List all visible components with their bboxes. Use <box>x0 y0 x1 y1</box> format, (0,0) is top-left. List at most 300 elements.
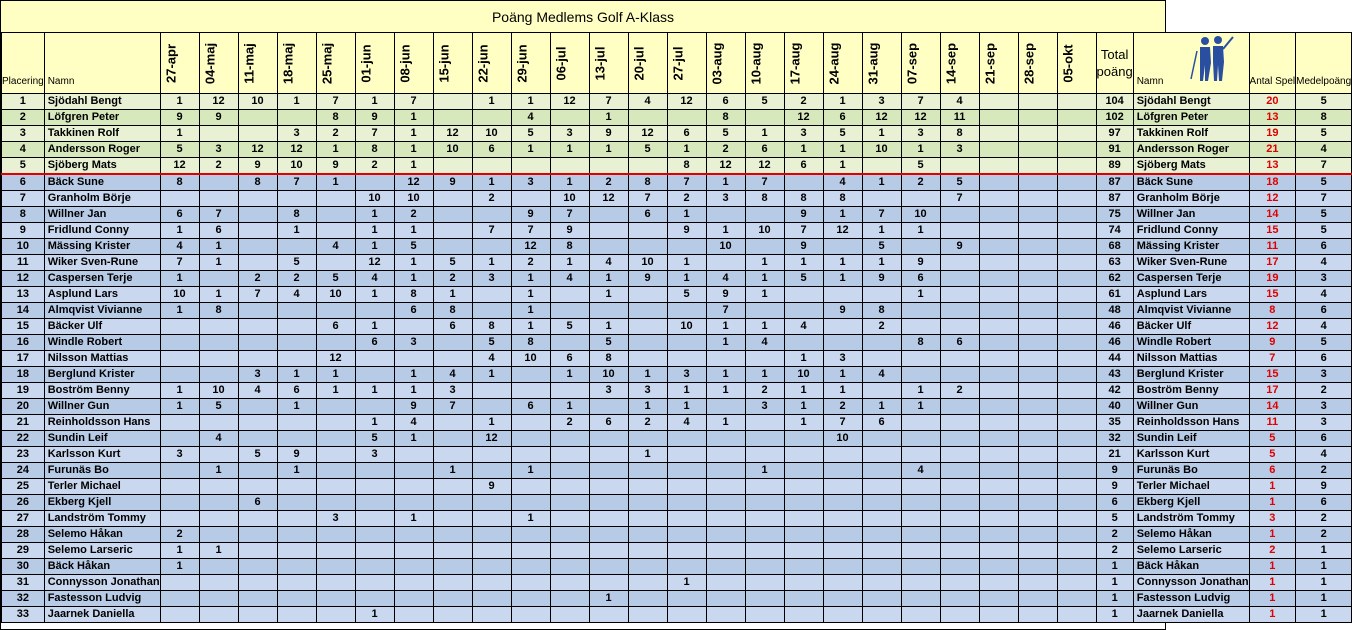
antal-cell: 13 <box>1249 110 1296 126</box>
name-cell-right: Bäck Sune <box>1133 174 1249 191</box>
score-cell: 4 <box>589 255 628 271</box>
score-cell <box>199 511 238 527</box>
namn2-label: Namn <box>1136 76 1164 87</box>
score-cell <box>355 399 394 415</box>
score-cell <box>316 335 355 351</box>
score-cell: 1 <box>160 223 199 239</box>
score-cell: 10 <box>667 319 706 335</box>
score-cell: 1 <box>394 367 433 383</box>
score-cell <box>589 239 628 255</box>
score-cell: 6 <box>472 142 511 158</box>
score-cell <box>550 335 589 351</box>
score-cell <box>511 607 550 623</box>
score-cell <box>511 431 550 447</box>
score-cell: 1 <box>589 319 628 335</box>
score-cell: 1 <box>862 174 901 191</box>
score-cell: 1 <box>667 142 706 158</box>
score-cell: 1 <box>511 303 550 319</box>
score-cell: 1 <box>355 94 394 110</box>
score-cell: 7 <box>628 191 667 207</box>
name-cell: Mässing Krister <box>44 239 160 255</box>
score-cell: 9 <box>667 223 706 239</box>
total-cell: 87 <box>1096 174 1133 191</box>
placering-cell: 18 <box>2 367 45 383</box>
score-cell <box>862 559 901 575</box>
score-cell <box>1018 126 1057 142</box>
score-cell <box>316 415 355 431</box>
score-cell: 7 <box>238 287 277 303</box>
medel-cell: 2 <box>1296 463 1352 479</box>
score-cell <box>355 575 394 591</box>
score-cell: 4 <box>862 367 901 383</box>
score-cell <box>784 303 823 319</box>
score-cell <box>199 591 238 607</box>
score-cell: 12 <box>316 351 355 367</box>
score-cell: 8 <box>277 207 316 223</box>
score-cell: 5 <box>199 399 238 415</box>
score-cell <box>706 495 745 511</box>
placering-cell: 32 <box>2 591 45 607</box>
name-cell-right: Reinholdsson Hans <box>1133 415 1249 431</box>
placering-cell: 12 <box>2 271 45 287</box>
score-cell <box>160 479 199 495</box>
score-cell <box>589 447 628 463</box>
score-cell <box>1018 94 1057 110</box>
placering-cell: 28 <box>2 527 45 543</box>
antal-cell: 5 <box>1249 447 1296 463</box>
score-cell <box>1018 239 1057 255</box>
table-row <box>2 94 1352 110</box>
score-cell: 10 <box>199 383 238 399</box>
score-cell: 1 <box>511 94 550 110</box>
score-cell <box>355 527 394 543</box>
antal-cell: 13 <box>1249 158 1296 175</box>
score-cell: 1 <box>823 207 862 223</box>
col-header-date <box>667 33 706 94</box>
score-cell <box>199 559 238 575</box>
antal-cell: 1 <box>1249 495 1296 511</box>
score-cell: 7 <box>511 223 550 239</box>
score-cell: 1 <box>823 367 862 383</box>
score-cell <box>1018 335 1057 351</box>
score-cell <box>472 399 511 415</box>
table-row <box>2 126 1352 142</box>
score-cell: 2 <box>277 271 316 287</box>
score-cell <box>901 495 940 511</box>
score-cell: 2 <box>316 126 355 142</box>
score-cell: 4 <box>238 383 277 399</box>
score-cell <box>550 527 589 543</box>
col-header-medel: Medelpoäng <box>1296 33 1352 94</box>
score-cell <box>1018 174 1057 191</box>
antal-cell: 11 <box>1249 239 1296 255</box>
score-cell <box>160 351 199 367</box>
score-cell <box>589 399 628 415</box>
name-cell-right: Boström Benny <box>1133 383 1249 399</box>
score-cell: 2 <box>472 191 511 207</box>
score-cell <box>862 511 901 527</box>
score-cell <box>238 110 277 126</box>
score-cell <box>784 447 823 463</box>
score-cell <box>628 559 667 575</box>
score-cell <box>901 607 940 623</box>
score-cell <box>628 495 667 511</box>
score-cell: 9 <box>784 207 823 223</box>
score-cell <box>940 511 979 527</box>
score-cell: 1 <box>160 271 199 287</box>
score-cell: 1 <box>823 255 862 271</box>
score-cell: 7 <box>667 174 706 191</box>
score-cell <box>784 591 823 607</box>
score-cell <box>433 543 472 559</box>
score-cell <box>277 415 316 431</box>
score-cell: 10 <box>238 94 277 110</box>
score-cell <box>550 383 589 399</box>
score-cell <box>316 559 355 575</box>
score-cell: 1 <box>745 319 784 335</box>
score-cell <box>940 575 979 591</box>
score-cell <box>433 110 472 126</box>
score-cell <box>199 174 238 191</box>
score-cell <box>511 495 550 511</box>
table-row <box>2 174 1352 191</box>
date-label: 13-jul <box>592 46 608 80</box>
placering-cell: 21 <box>2 415 45 431</box>
score-cell <box>433 158 472 175</box>
score-cell: 4 <box>745 335 784 351</box>
date-label: 14-sep <box>943 42 959 84</box>
score-cell: 2 <box>511 255 550 271</box>
score-cell: 1 <box>355 207 394 223</box>
score-cell: 3 <box>316 511 355 527</box>
score-cell: 1 <box>355 415 394 431</box>
score-cell <box>277 239 316 255</box>
score-cell: 12 <box>199 94 238 110</box>
score-cell <box>199 415 238 431</box>
score-cell <box>628 511 667 527</box>
score-cell: 1 <box>901 383 940 399</box>
score-cell <box>901 303 940 319</box>
score-cell <box>979 511 1018 527</box>
score-cell <box>1057 559 1096 575</box>
score-cell: 4 <box>706 271 745 287</box>
placering-cell: 13 <box>2 287 45 303</box>
score-cell: 1 <box>316 142 355 158</box>
score-cell <box>1018 447 1057 463</box>
score-cell <box>745 447 784 463</box>
score-cell: 12 <box>238 142 277 158</box>
score-cell <box>589 527 628 543</box>
score-cell: 1 <box>394 110 433 126</box>
score-cell <box>628 303 667 319</box>
score-cell <box>316 527 355 543</box>
score-cell <box>1057 495 1096 511</box>
score-cell: 5 <box>706 126 745 142</box>
score-cell <box>472 495 511 511</box>
score-cell <box>511 415 550 431</box>
total-line1: Total <box>1100 47 1129 62</box>
score-cell: 1 <box>160 399 199 415</box>
placering-cell: 26 <box>2 495 45 511</box>
score-cell <box>784 511 823 527</box>
medel-cell: 4 <box>1296 319 1352 335</box>
score-cell <box>979 591 1018 607</box>
table-row <box>2 255 1352 271</box>
score-cell <box>394 527 433 543</box>
score-cell <box>901 239 940 255</box>
col-header-placering: Placering <box>2 33 45 94</box>
score-cell <box>277 607 316 623</box>
date-label: 07-sep <box>904 42 920 84</box>
score-cell <box>940 367 979 383</box>
score-cell <box>355 174 394 191</box>
score-cell: 5 <box>589 335 628 351</box>
score-cell: 12 <box>550 94 589 110</box>
table-row <box>2 303 1352 319</box>
score-cell: 8 <box>394 287 433 303</box>
score-cell <box>277 511 316 527</box>
medel-cell: 5 <box>1296 94 1352 110</box>
name-cell: Caspersen Terje <box>44 271 160 287</box>
score-cell: 10 <box>355 191 394 207</box>
score-cell: 9 <box>550 223 589 239</box>
name-cell: Selemo Larseric <box>44 543 160 559</box>
score-cell: 1 <box>511 463 550 479</box>
score-cell: 6 <box>550 351 589 367</box>
score-cell <box>472 511 511 527</box>
score-cell <box>979 158 1018 175</box>
score-cell <box>550 287 589 303</box>
score-cell <box>979 239 1018 255</box>
score-cell <box>394 607 433 623</box>
score-cell: 1 <box>277 463 316 479</box>
score-cell <box>277 527 316 543</box>
score-cell <box>1018 415 1057 431</box>
score-cell <box>1057 511 1096 527</box>
name-cell-right: Landström Tommy <box>1133 511 1249 527</box>
medel-cell: 7 <box>1296 158 1352 175</box>
score-cell <box>160 591 199 607</box>
table-row <box>2 431 1352 447</box>
score-cell: 10 <box>550 191 589 207</box>
score-cell: 6 <box>394 303 433 319</box>
score-cell <box>589 607 628 623</box>
score-cell: 1 <box>745 271 784 287</box>
score-cell <box>1057 575 1096 591</box>
score-cell: 1 <box>199 287 238 303</box>
score-cell <box>979 351 1018 367</box>
score-cell <box>979 255 1018 271</box>
score-cell: 5 <box>238 447 277 463</box>
score-cell <box>745 303 784 319</box>
score-cell: 1 <box>706 367 745 383</box>
score-cell <box>550 479 589 495</box>
score-cell: 6 <box>667 126 706 142</box>
date-label: 15-jun <box>436 43 452 83</box>
placering-cell: 33 <box>2 607 45 623</box>
total-cell: 74 <box>1096 223 1133 239</box>
date-label: 28-sep <box>1021 42 1037 84</box>
score-cell <box>316 479 355 495</box>
medel-cell: 1 <box>1296 575 1352 591</box>
name-cell: Sjöberg Mats <box>44 158 160 175</box>
score-cell: 1 <box>394 271 433 287</box>
col-header-antal: Antal Spel <box>1249 33 1296 94</box>
score-cell <box>277 543 316 559</box>
placering-cell: 29 <box>2 543 45 559</box>
score-cell <box>706 399 745 415</box>
score-cell <box>1057 351 1096 367</box>
score-cell <box>706 431 745 447</box>
score-cell: 10 <box>589 367 628 383</box>
score-cell: 1 <box>706 335 745 351</box>
score-cell <box>589 431 628 447</box>
score-cell <box>784 543 823 559</box>
score-cell: 7 <box>550 207 589 223</box>
score-cell <box>628 543 667 559</box>
score-cell: 5 <box>667 287 706 303</box>
score-cell <box>589 559 628 575</box>
score-cell: 1 <box>706 383 745 399</box>
antal-cell: 3 <box>1249 511 1296 527</box>
score-cell: 3 <box>628 383 667 399</box>
score-cell: 5 <box>433 255 472 271</box>
score-cell <box>745 527 784 543</box>
score-cell <box>394 479 433 495</box>
name-cell: Berglund Krister <box>44 367 160 383</box>
name-cell: Landström Tommy <box>44 511 160 527</box>
score-cell: 1 <box>511 142 550 158</box>
score-cell <box>979 479 1018 495</box>
score-cell <box>238 415 277 431</box>
score-cell: 1 <box>160 543 199 559</box>
score-cell <box>550 158 589 175</box>
placering-cell: 7 <box>2 191 45 207</box>
score-cell: 9 <box>901 255 940 271</box>
name-cell: Jaarnek Daniella <box>44 607 160 623</box>
col-header-date <box>316 33 355 94</box>
col-header-total <box>1096 33 1133 94</box>
score-cell: 1 <box>823 383 862 399</box>
total-cell: 35 <box>1096 415 1133 431</box>
score-cell <box>589 207 628 223</box>
score-cell: 1 <box>901 223 940 239</box>
score-cell <box>199 575 238 591</box>
score-cell <box>628 319 667 335</box>
placering-cell: 8 <box>2 207 45 223</box>
score-cell <box>550 511 589 527</box>
score-cell: 8 <box>472 319 511 335</box>
antal-cell: 1 <box>1249 591 1296 607</box>
score-cell <box>433 191 472 207</box>
antal-cell: 17 <box>1249 383 1296 399</box>
score-cell <box>238 511 277 527</box>
score-cell <box>472 543 511 559</box>
score-cell <box>901 447 940 463</box>
total-cell: 61 <box>1096 287 1133 303</box>
placering-cell: 30 <box>2 559 45 575</box>
score-cell <box>277 335 316 351</box>
name-cell-right: Almqvist Vivianne <box>1133 303 1249 319</box>
total-cell: 5 <box>1096 511 1133 527</box>
score-cell <box>1057 431 1096 447</box>
score-cell <box>784 287 823 303</box>
score-cell <box>862 335 901 351</box>
score-cell <box>1057 207 1096 223</box>
score-cell <box>238 239 277 255</box>
score-cell <box>316 495 355 511</box>
medel-cell: 3 <box>1296 271 1352 287</box>
score-cell: 6 <box>277 383 316 399</box>
score-cell <box>862 591 901 607</box>
score-cell <box>667 479 706 495</box>
score-cell <box>472 591 511 607</box>
score-cell <box>433 495 472 511</box>
score-cell: 2 <box>589 174 628 191</box>
score-cell <box>472 575 511 591</box>
score-cell: 2 <box>745 383 784 399</box>
antal-cell: 12 <box>1249 191 1296 207</box>
score-cell <box>238 479 277 495</box>
score-cell <box>901 415 940 431</box>
name-cell: Furunäs Bo <box>44 463 160 479</box>
score-cell <box>472 239 511 255</box>
name-cell: Fastesson Ludvig <box>44 591 160 607</box>
score-cell: 7 <box>901 94 940 110</box>
score-cell <box>1057 543 1096 559</box>
golfers-icon <box>1189 35 1235 83</box>
placering-cell: 6 <box>2 174 45 191</box>
score-cell: 1 <box>667 399 706 415</box>
score-cell <box>1018 207 1057 223</box>
score-cell <box>1057 399 1096 415</box>
table-row <box>2 607 1352 623</box>
score-cell <box>316 399 355 415</box>
score-cell: 10 <box>433 142 472 158</box>
medel-cell: 5 <box>1296 174 1352 191</box>
score-cell <box>199 126 238 142</box>
col-header-date <box>238 33 277 94</box>
col-header-date <box>940 33 979 94</box>
score-cell: 5 <box>160 142 199 158</box>
date-label: 22-jun <box>475 43 491 83</box>
score-cell: 6 <box>745 142 784 158</box>
name-cell-right: Sjödahl Bengt <box>1133 94 1249 110</box>
score-cell <box>901 191 940 207</box>
score-cell <box>277 495 316 511</box>
score-cell <box>433 335 472 351</box>
medel-cell: 2 <box>1296 511 1352 527</box>
score-cell: 4 <box>433 367 472 383</box>
score-cell: 10 <box>394 191 433 207</box>
score-cell: 5 <box>745 94 784 110</box>
score-cell <box>979 399 1018 415</box>
score-cell <box>277 303 316 319</box>
score-cell: 1 <box>901 287 940 303</box>
score-cell <box>472 463 511 479</box>
score-cell: 1 <box>550 367 589 383</box>
name-cell-right: Connysson Jonathan <box>1133 575 1249 591</box>
score-cell <box>472 158 511 175</box>
score-cell: 9 <box>784 239 823 255</box>
score-cell: 3 <box>823 351 862 367</box>
score-cell: 1 <box>745 287 784 303</box>
score-cell <box>979 463 1018 479</box>
score-cell: 1 <box>784 383 823 399</box>
score-cell: 8 <box>199 303 238 319</box>
score-cell <box>277 319 316 335</box>
col-header-namn2 <box>1133 33 1249 94</box>
